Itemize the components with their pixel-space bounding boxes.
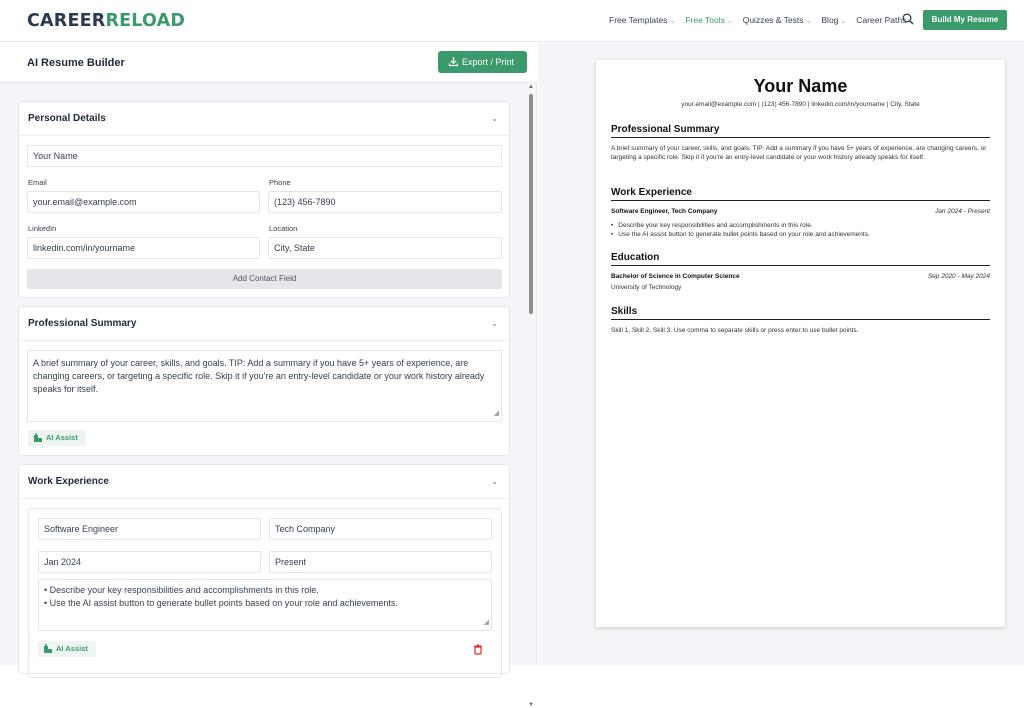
logo-part1: CAREER — [27, 11, 106, 31]
preview-edu-dates: Sep 2020 - May 2024 — [927, 273, 990, 280]
name-input[interactable]: Your Name — [27, 145, 502, 167]
work-experience-header[interactable] — [19, 465, 509, 499]
chevron-down-icon: ⌄ — [669, 18, 676, 25]
nav-free-tools[interactable]: Free Tools ⌄ — [685, 15, 733, 25]
preview-work-role: Software Engineer, Tech Company — [611, 208, 718, 215]
chevron-down-icon: ⌄ — [840, 18, 847, 25]
personal-details-title: Personal Details — [28, 113, 106, 124]
editor-scrollbar[interactable] — [528, 84, 534, 708]
chevron-down-icon: ⌄ — [726, 18, 733, 25]
add-contact-field-button[interactable]: Add Contact Field — [27, 269, 502, 289]
preview-edu-school: University of Technology — [611, 284, 682, 291]
work-experience-card — [18, 464, 510, 674]
professional-summary-header[interactable] — [19, 307, 509, 341]
export-label: Export / Print — [462, 57, 515, 67]
chevron-down-icon[interactable]: ⌄ — [491, 477, 498, 486]
professional-summary-card — [18, 306, 510, 456]
chevron-down-icon: ⌄ — [805, 18, 812, 25]
preview-work-bullets — [611, 221, 990, 239]
scroll-thumb[interactable] — [529, 94, 533, 314]
work-ai-assist-button[interactable] — [38, 641, 96, 657]
delete-entry-icon[interactable] — [473, 644, 483, 655]
chevron-down-icon[interactable]: ⌄ — [491, 319, 498, 328]
bullets-textarea[interactable] — [38, 579, 492, 631]
resize-handle-icon[interactable]: ◢ — [493, 410, 499, 417]
summary-ai-label: AI Assist — [46, 433, 78, 442]
location-input[interactable]: City, State — [268, 237, 502, 259]
personal-details-card — [18, 101, 510, 298]
list-item: • Describe your key responsibilities and accomplishments in this role. — [611, 221, 990, 230]
bullet-line: • Describe your key responsibilities and accomplishments in this role. — [44, 585, 319, 595]
preview-contact: your.email@example.com | (123) 456-7890 | linkedin.com/in/yourname | City, State — [681, 101, 920, 108]
list-item: • Use the AI assist button to generate bullet points based on your role and achievements. — [611, 230, 990, 239]
summary-textarea[interactable] — [27, 350, 502, 422]
phone-input[interactable]: (123) 456-7890 — [268, 191, 502, 213]
export-print-button[interactable] — [438, 51, 527, 73]
nav-free-templates[interactable]: Free Templates ⌄ — [609, 15, 676, 25]
location-label: Location — [269, 224, 298, 233]
page-title: AI Resume Builder — [27, 57, 125, 69]
preview-edu-degree: Bachelor of Science in Computer Science — [611, 273, 740, 280]
preview-education-heading: Education — [611, 252, 990, 266]
professional-summary-title: Professional Summary — [28, 318, 137, 329]
logo[interactable] — [27, 11, 185, 31]
linkedin-input[interactable]: linkedin.com/in/yourname — [27, 237, 260, 259]
preview-name: Your Name — [753, 76, 848, 96]
preview-skills-text: Skill 1, Skill 2, Skill 3. Use comma to separate skills or press enter to use bullet points. — [611, 327, 859, 334]
preview-summary-heading: Professional Summary — [611, 124, 990, 138]
resize-handle-icon[interactable]: ◢ — [483, 619, 489, 626]
job-title-input[interactable]: Software Engineer — [38, 518, 261, 540]
ai-assist-icon — [43, 644, 53, 654]
linkedin-label: LinkedIn — [28, 224, 57, 233]
preview-skills-heading: Skills — [611, 306, 990, 320]
chevron-down-icon[interactable]: ⌄ — [491, 114, 498, 123]
work-ai-label: AI Assist — [56, 644, 88, 653]
ai-assist-icon — [33, 433, 43, 443]
start-date-input[interactable]: Jan 2024 — [38, 551, 261, 573]
nav-quizzes-tests[interactable]: Quizzes & Tests ⌄ — [742, 15, 812, 25]
email-label: Email — [28, 178, 47, 187]
scroll-up-icon[interactable]: ▲ — [528, 84, 534, 90]
nav-blog[interactable]: Blog ⌄ — [821, 15, 847, 25]
build-my-resume-button[interactable]: Build My Resume — [923, 10, 1007, 30]
top-nav — [0, 0, 1024, 42]
logo-part2: RELOAD — [105, 11, 186, 31]
phone-label: Phone — [269, 178, 291, 187]
editor-panel — [0, 43, 537, 708]
nav-career-paths[interactable]: Career Paths — [856, 15, 907, 25]
personal-details-header[interactable] — [19, 102, 509, 136]
work-experience-title: Work Experience — [28, 476, 109, 487]
preview-work-heading: Work Experience — [611, 187, 990, 201]
summary-ai-assist-button[interactable] — [28, 430, 86, 446]
resume-preview — [596, 60, 1005, 627]
bullet-line: • Use the AI assist button to generate bullet points based on your role and achievements. — [44, 598, 398, 608]
work-entry — [28, 508, 502, 678]
preview-work-dates: Jan 2024 - Present — [935, 208, 990, 215]
nav-links — [609, 15, 916, 25]
summary-text: A brief summary of your career, skills, and goals. TIP: Add a summary if you have 5+ years of experience, are changing careers, or targeting a specific role. Skip it if you're an entry-level candidate or your work history already speaks for itself. — [33, 358, 485, 394]
scroll-down-icon[interactable]: ▼ — [528, 702, 534, 708]
editor-header — [0, 43, 537, 83]
preview-summary-text: A brief summary of your career, skills, and goals. TIP: Add a summary if you have 5+ years of experience, are changing careers, or targeting a specific role. Skip it if you're an entry-level candidate or your work history already speaks for itself. — [611, 145, 987, 161]
end-date-input[interactable]: Present — [269, 551, 492, 573]
company-input[interactable]: Tech Company — [269, 518, 492, 540]
download-icon — [448, 56, 459, 67]
email-input[interactable]: your.email@example.com — [27, 191, 260, 213]
search-icon[interactable] — [902, 13, 914, 25]
